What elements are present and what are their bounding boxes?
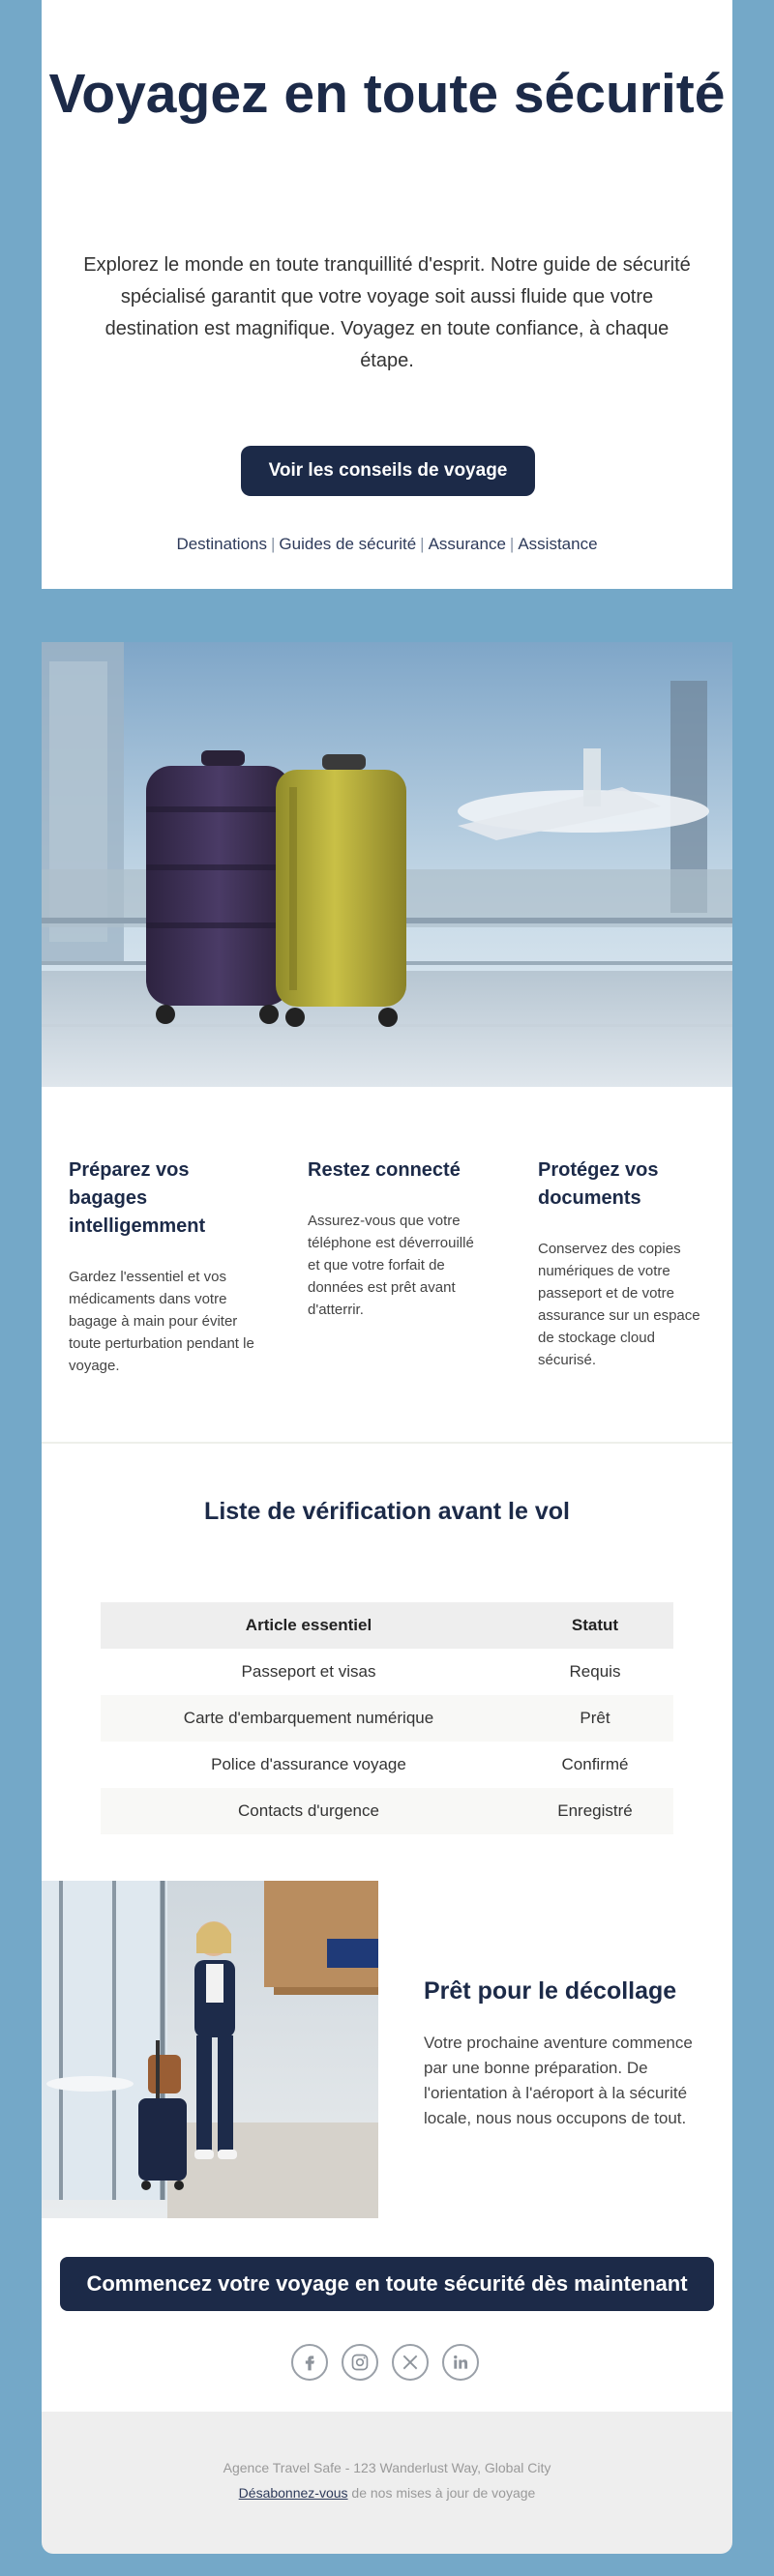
checklist-table xyxy=(101,1602,673,1834)
table-row xyxy=(101,1695,673,1742)
traveler-airport-photo xyxy=(42,1881,378,2218)
instagram-icon[interactable] xyxy=(342,2344,378,2381)
table-row xyxy=(101,1788,673,1834)
nav-separator: | xyxy=(420,535,425,553)
tip-text: Assurez-vous que votre téléphone est déverrouillé et que votre forfait de données est prêt avant d'atterrir. xyxy=(308,1213,474,1318)
hero-nav xyxy=(42,535,732,554)
table-row xyxy=(101,1649,673,1695)
tip-column xyxy=(538,1156,702,1371)
ready-title: Prêt pour le décollage xyxy=(424,1977,677,2005)
hero-title: Voyagez en toute sécurité xyxy=(48,63,726,125)
item-cell: Contacts d'urgence xyxy=(101,1788,517,1834)
cta-section xyxy=(42,2218,732,2412)
footer-unsubscribe xyxy=(42,2485,732,2501)
nav-link-assistance[interactable]: Assistance xyxy=(518,535,598,553)
unsubscribe-link[interactable]: Désabonnez-vous xyxy=(238,2485,348,2501)
status-cell: Confirmé xyxy=(561,1755,629,1773)
checklist-section xyxy=(42,1444,732,1881)
item-cell: Passeport et visas xyxy=(241,1662,376,1681)
ready-description: Votre prochaine aventure commence par une bonne préparation. De l'orientation à l'aéroport à la sécurité locale, nous nous occupons de tout. xyxy=(424,2034,693,2127)
hero-description: Explorez le monde en toute tranquillité d'esprit. Notre guide de sécurité spécialisé garantit que votre voyage soit aussi fluide que votre destination est magnifique. Voyagez en toute confiance, à chaque étape. xyxy=(83,254,691,371)
footer-address: Agence Travel Safe - 123 Wanderlust Way, Global City xyxy=(223,2460,551,2475)
status-cell: Prêt xyxy=(517,1695,673,1742)
linkedin-icon[interactable] xyxy=(442,2344,479,2381)
start-journey-button[interactable]: Commencez votre voyage en toute sécurité dès maintenant xyxy=(60,2257,714,2311)
facebook-icon[interactable] xyxy=(291,2344,328,2381)
x-icon[interactable] xyxy=(392,2344,429,2381)
ready-section xyxy=(42,1881,732,2218)
footer xyxy=(42,2412,732,2554)
tip-title: Restez connecté xyxy=(308,1159,461,1181)
tips-section xyxy=(42,1087,732,1444)
unsubscribe-text: de nos mises à jour de voyage xyxy=(347,2485,536,2501)
tip-column xyxy=(308,1156,482,1321)
nav-link-insurance[interactable]: Assurance xyxy=(428,535,506,553)
nav-link-destinations[interactable]: Destinations xyxy=(176,535,267,553)
status-cell: Enregistré xyxy=(517,1788,673,1834)
column-header-item: Article essentiel xyxy=(101,1602,517,1649)
tip-title: Protégez vos documents xyxy=(538,1159,659,1209)
column-header-status: Statut xyxy=(517,1602,673,1649)
tip-text: Gardez l'essentiel et vos médicaments dans votre bagage à main pour éviter toute perturbation pendant le voyage. xyxy=(69,1269,254,1374)
table-row xyxy=(101,1742,673,1788)
suitcases-airport-photo xyxy=(42,642,732,1087)
table-header-row xyxy=(101,1602,673,1649)
hero-section xyxy=(42,0,732,589)
item-cell: Police d'assurance voyage xyxy=(211,1755,406,1773)
item-cell: Carte d'embarquement numérique xyxy=(101,1695,517,1742)
checklist-title: Liste de vérification avant le vol xyxy=(204,1498,570,1525)
travel-tips-button[interactable]: Voir les conseils de voyage xyxy=(241,446,535,496)
tip-column xyxy=(69,1156,262,1377)
status-cell: Requis xyxy=(569,1662,621,1681)
social-links xyxy=(291,2344,479,2381)
nav-link-safety-guides[interactable]: Guides de sécurité xyxy=(279,535,417,553)
tip-text: Conservez des copies numériques de votre passeport et de votre assurance sur un espace de stockage cloud sécurisé. xyxy=(538,1241,700,1368)
tip-title: Préparez vos bagages intelligemment xyxy=(69,1159,206,1237)
nav-separator: | xyxy=(271,535,276,553)
nav-separator: | xyxy=(509,535,515,553)
